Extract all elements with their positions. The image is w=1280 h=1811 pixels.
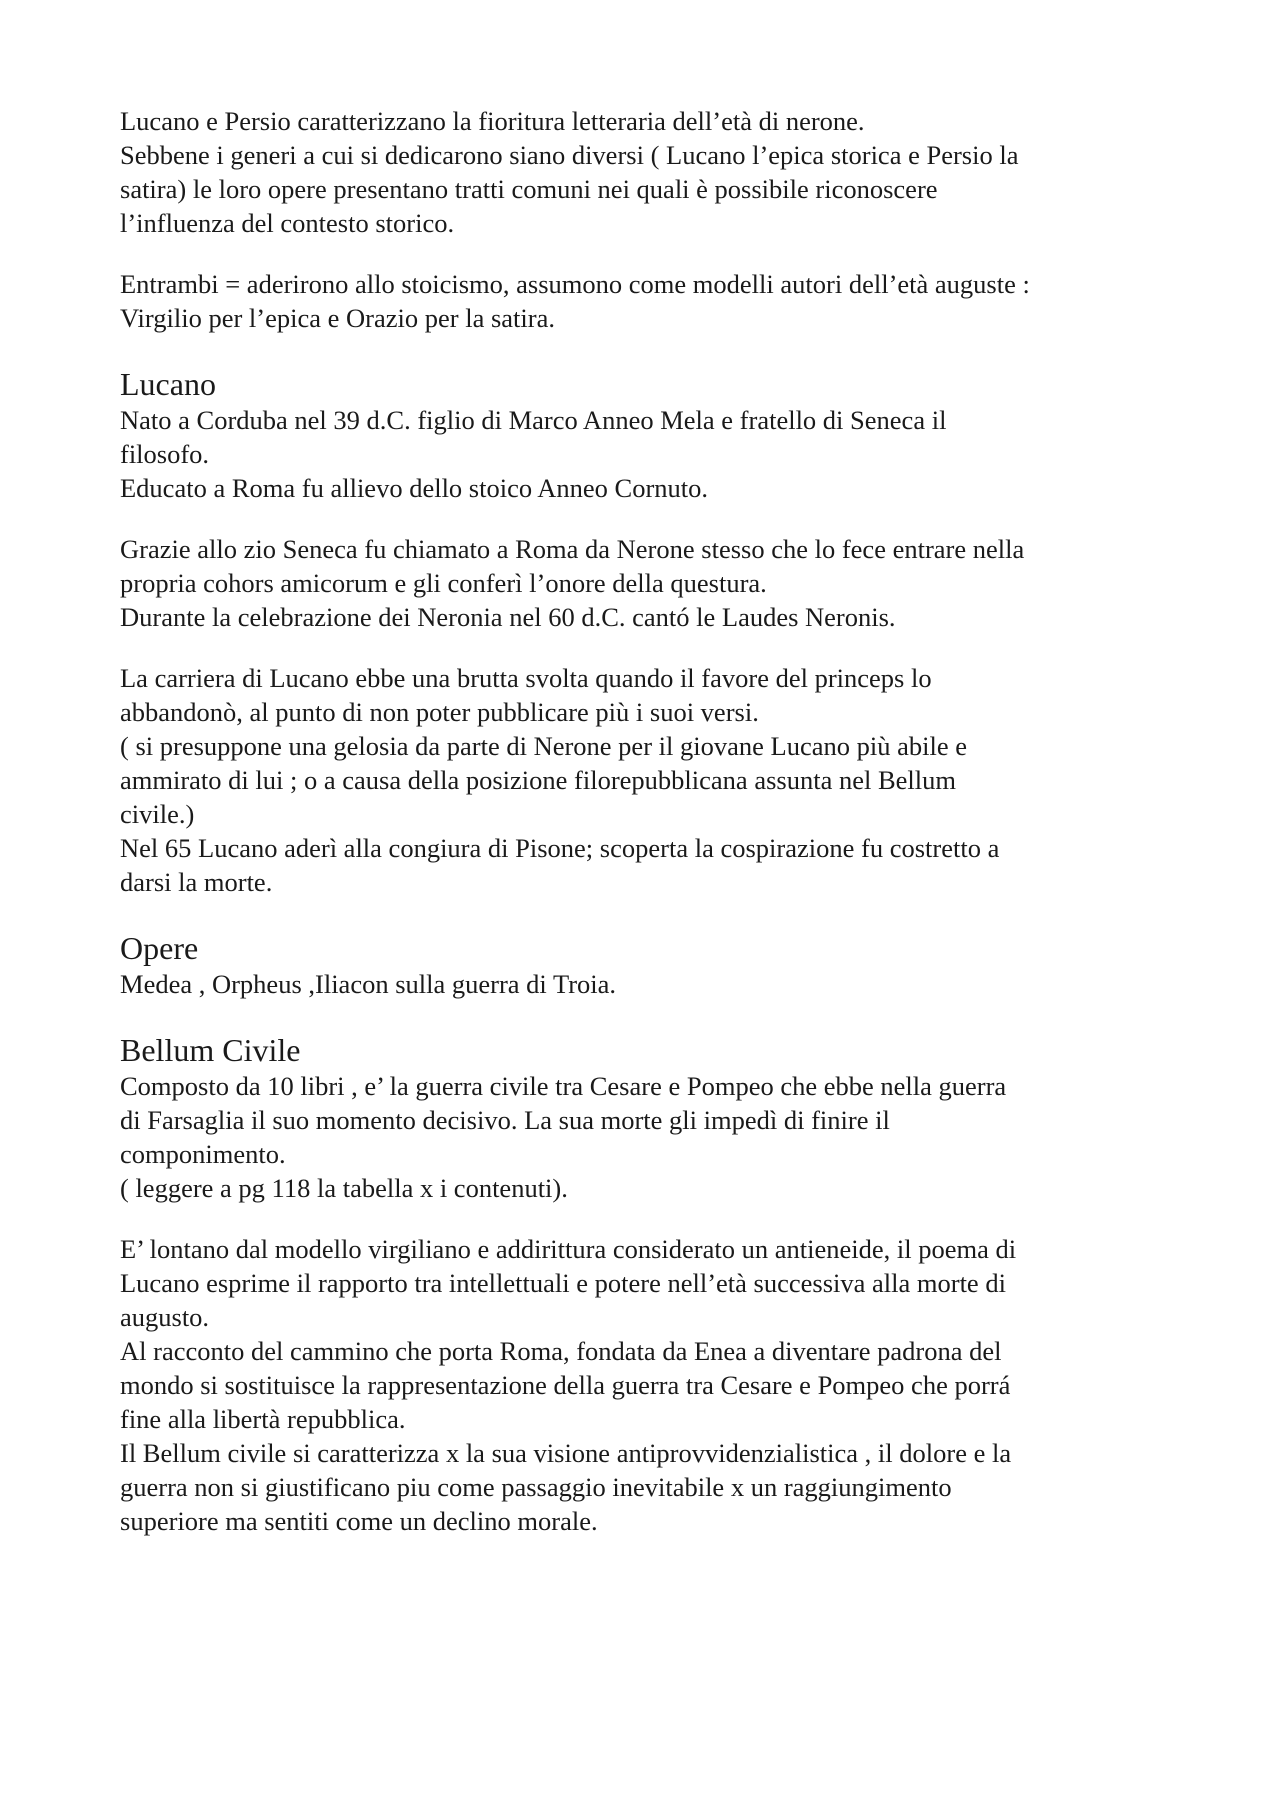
text-line: guerra non si giustificano piu come passaggio inevitabile x un raggiungimento	[120, 1472, 952, 1502]
bellum-paragraph-1	[120, 1069, 1170, 1205]
section-opere	[120, 929, 1170, 1001]
text-line: Virgilio per l’epica e Orazio per la satira.	[120, 303, 555, 333]
lucano-paragraph-1	[120, 403, 1170, 505]
text-line: Sebbene i generi a cui si dedicarono siano diversi ( Lucano l’epica storica e Persio la	[120, 140, 1019, 170]
text-line: ( si presuppone una gelosia da parte di Nerone per il giovane Lucano più abile e	[120, 731, 967, 761]
text-line: Il Bellum civile si caratterizza x la sua visione antiprovvidenzialistica , il dolore e la	[120, 1438, 1012, 1468]
text-line: Lucano esprime il rapporto tra intellettuali e potere nell’età successiva alla morte di	[120, 1268, 1006, 1298]
lucano-paragraph-3	[120, 661, 1170, 899]
intro-paragraph-2	[120, 267, 1170, 335]
intro-paragraph-1	[120, 104, 1170, 240]
text-line: Durante la celebrazione dei Neronia nel 60 d.C. cantó le Laudes Neronis.	[120, 602, 896, 632]
section-lucano	[120, 365, 1170, 899]
section-heading-opere: Opere	[120, 930, 199, 966]
text-line: La carriera di Lucano ebbe una brutta svolta quando il favore del princeps lo	[120, 663, 932, 693]
text-line: darsi la morte.	[120, 867, 273, 897]
lucano-paragraph-2	[120, 532, 1170, 634]
text-line: satira) le loro opere presentano tratti comuni nei quali è possibile riconoscere	[120, 174, 938, 204]
text-line: ( leggere a pg 118 la tabella x i contenuti).	[120, 1173, 568, 1203]
text-line: di Farsaglia il suo momento decisivo. La sua morte gli impedì di finire il	[120, 1105, 890, 1135]
text-line: Educato a Roma fu allievo dello stoico Anneo Cornuto.	[120, 473, 709, 503]
opere-paragraph-1	[120, 967, 1170, 1001]
text-line: mondo si sostituisce la rappresentazione della guerra tra Cesare e Pompeo che porrá	[120, 1370, 1011, 1400]
section-heading-lucano: Lucano	[120, 366, 216, 402]
text-line: augusto.	[120, 1302, 210, 1332]
text-line: Medea , Orpheus ,Iliacon sulla guerra di Troia.	[120, 969, 617, 999]
section-bellum-civile	[120, 1031, 1170, 1538]
text-line: l’influenza del contesto storico.	[120, 208, 455, 238]
text-line: Al racconto del cammino che porta Roma, fondata da Enea a diventare padrona del	[120, 1336, 1002, 1366]
section-heading-bellum-civile: Bellum Civile	[120, 1032, 301, 1068]
text-line: filosofo.	[120, 439, 210, 469]
text-line: Composto da 10 libri , e’ la guerra civile tra Cesare e Pompeo che ebbe nella guerra	[120, 1071, 1007, 1101]
text-line: civile.)	[120, 799, 195, 829]
text-line: fine alla libertà repubblica.	[120, 1404, 406, 1434]
text-line: ammirato di lui ; o a causa della posizione filorepubblicana assunta nel Bellum	[120, 765, 956, 795]
text-line: abbandonò, al punto di non poter pubblicare più i suoi versi.	[120, 697, 759, 727]
text-line: componimento.	[120, 1139, 286, 1169]
document-page	[120, 104, 1170, 1565]
text-line: Lucano e Persio caratterizzano la fioritura letteraria dell’età di nerone.	[120, 106, 865, 136]
bellum-paragraph-2	[120, 1232, 1170, 1538]
text-line: E’ lontano dal modello virgiliano e addirittura considerato un antieneide, il poema di	[120, 1234, 1017, 1264]
text-line: superiore ma sentiti come un declino morale.	[120, 1506, 598, 1536]
text-line: Entrambi = aderirono allo stoicismo, assumono come modelli autori dell’età auguste :	[120, 269, 1030, 299]
text-line: propria cohors amicorum e gli conferì l’onore della questura.	[120, 568, 767, 598]
text-line: Grazie allo zio Seneca fu chiamato a Roma da Nerone stesso che lo fece entrare nella	[120, 534, 1025, 564]
text-line: Nato a Corduba nel 39 d.C. figlio di Marco Anneo Mela e fratello di Seneca il	[120, 405, 947, 435]
text-line: Nel 65 Lucano aderì alla congiura di Pisone; scoperta la cospirazione fu costretto a	[120, 833, 1000, 863]
